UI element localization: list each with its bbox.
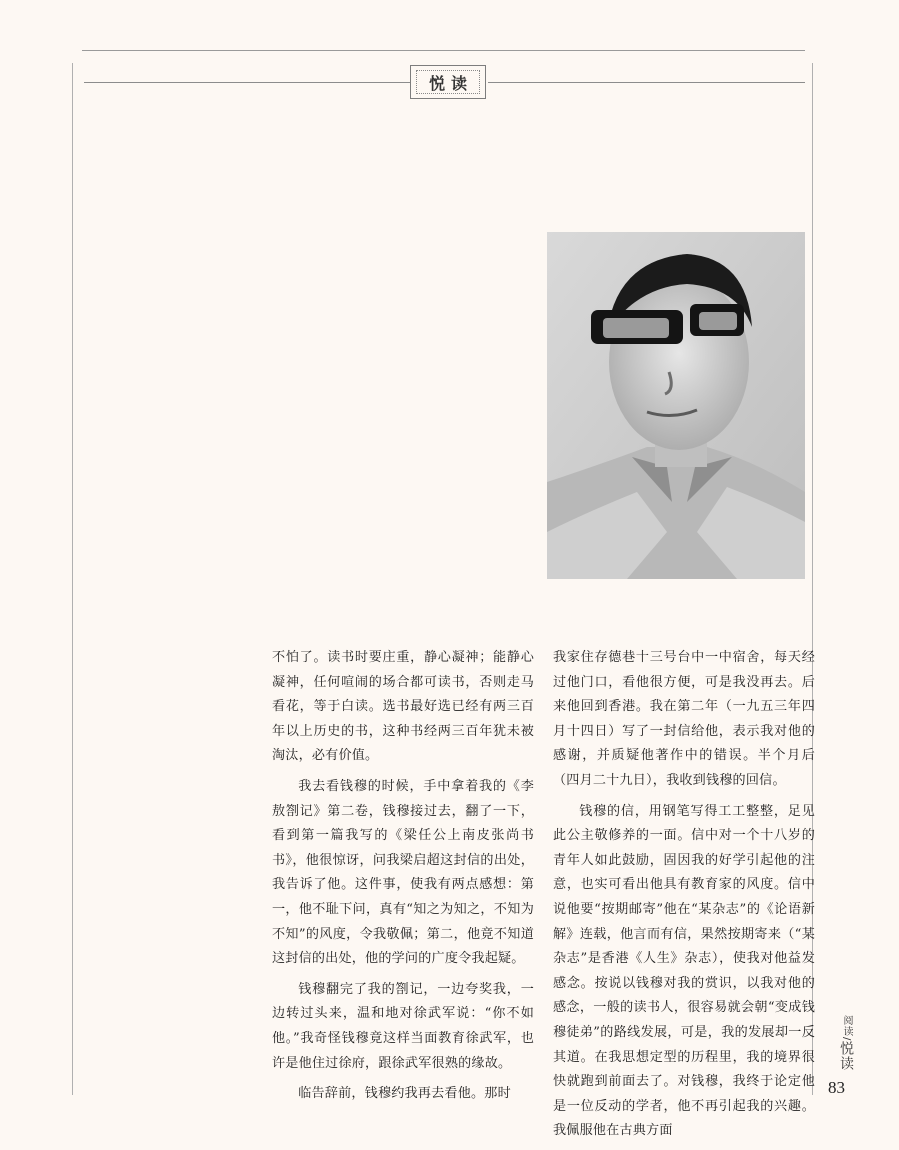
side-label-main: 悦读	[838, 1041, 854, 1072]
header-line-left	[84, 82, 410, 83]
header-line-right	[488, 82, 805, 83]
portrait-illustration	[547, 232, 805, 579]
left-margin-rule	[72, 63, 73, 1095]
paragraph: 我家住存德巷十三号台中一中宿舍，每天经过他门口，看他很方便，可是我没再去。后来他回到香港。我在第二年（一九五三年四月十四日）写了一封信给他，表示我对他的感谢，并质疑他著作中的错误。半个月后（四月二十九日），我收到钱穆的回信。	[553, 650, 815, 788]
paragraph: 不怕了。读书时要庄重，静心凝神；能静心凝神，任何喧闹的场合都可读书，否则走马看花，等于白读。选书最好选已经有两三百年以上历史的书，这种书经两三百年犹未被淘汰，必有价值。	[272, 650, 534, 764]
paragraph: 钱穆翻完了我的劄记，一边夸奖我，一边转过头来，温和地对徐武军说：“你不如他。”我奇怪钱穆竟这样当面教育徐武军，也许是他住过徐府，跟徐武军很熟的缘故。	[272, 981, 534, 1071]
section-side-label	[834, 1015, 856, 1071]
portrait-photo	[547, 232, 805, 579]
paragraph: 临告辞前，钱穆约我再去看他。那时	[298, 1086, 511, 1102]
section-tag	[410, 65, 486, 99]
section-title: 悦读	[416, 70, 480, 94]
paragraph: 我去看钱穆的时候，手中拿着我的《李敖劄记》第二卷，钱穆接过去，翻了一下，看到第一篇我写的《梁任公上南皮张尚书书》，他很惊讶，问我梁启超这封信的出处，我告诉了他。这件事，使我有两点感想：第一，他不耻下问，真有“知之为知之，不知为不知”的风度，令我敬佩；第二，他竟不知道这封信的出处，他的学问的广度令我起疑。	[272, 778, 534, 967]
paragraph: 钱穆的信，用钢笔写得工工整整，足见此公主敬修养的一面。信中对一个十八岁的青年人如此鼓励，固因我的好学引起他的注意，也实可看出他具有教育家的风度。信中说他要“按期邮寄”他在“某杂志”的《论语新解》连载，他言而有信，果然按期寄来（“某杂志”是香港《人生》杂志），使我对他益发感念。按说以钱穆对我的赏识，以我对他的感念，一般的读书人，很容易就会朝“变成钱穆徒弟”的路线发展，可是，我的发展却一反其道。在我思想定型的历程里，我的境界很快就跑到前面去了。对钱穆，我终于论定他是一位反动的学者，他不再引起我的兴趣。我佩服他在古典方面	[553, 803, 815, 1139]
side-label-slash: /	[841, 1037, 852, 1042]
side-label-small: 阅读	[841, 1015, 852, 1037]
article-column-right	[553, 646, 815, 1139]
top-rule	[82, 50, 805, 51]
page-number: 83	[828, 1078, 845, 1097]
article-column-left	[272, 646, 534, 1106]
